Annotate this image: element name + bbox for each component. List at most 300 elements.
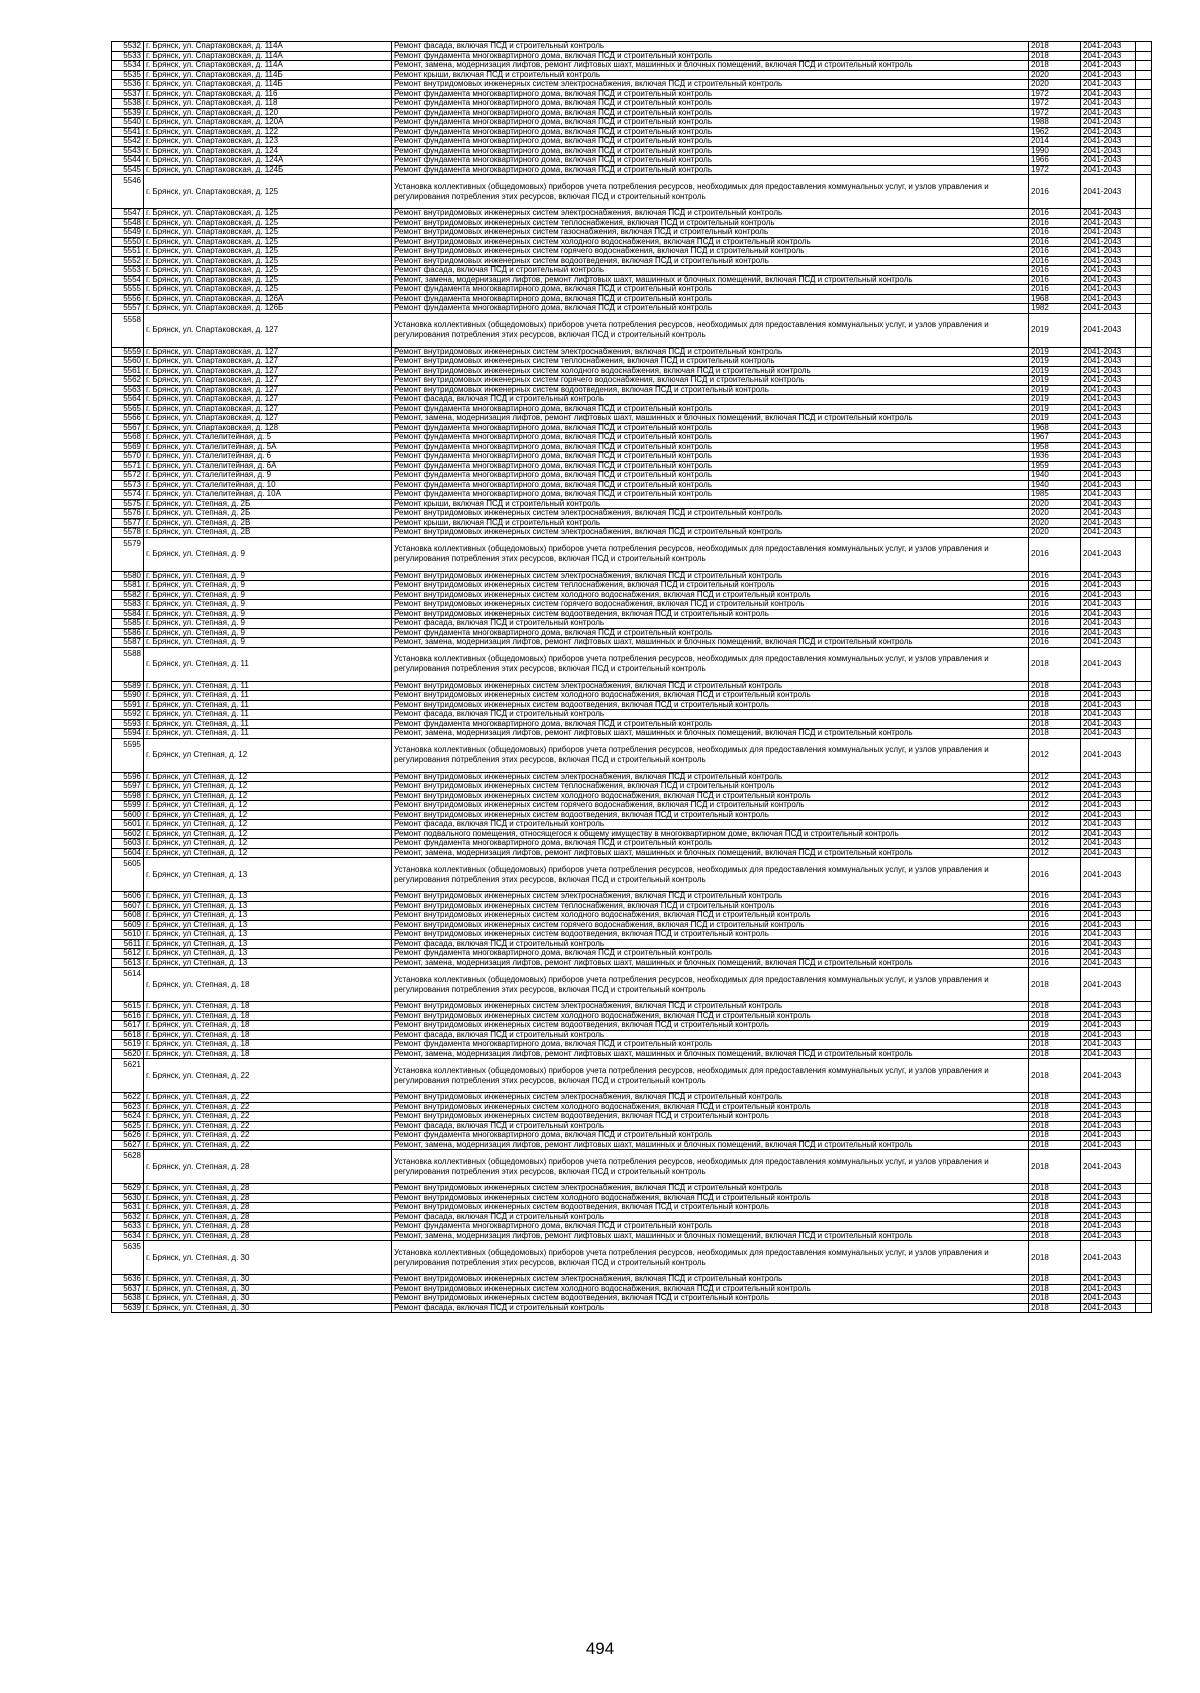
row-extra-cell [1136, 442, 1152, 452]
row-period: 2041-2043 [1081, 357, 1136, 367]
row-number: 5567 [112, 423, 144, 433]
row-address: г. Брянск, ул. Спартаковская, д. 125 [144, 218, 392, 228]
row-year: 1940 [1029, 471, 1081, 481]
row-number: 5583 [112, 600, 144, 610]
row-number: 5564 [112, 395, 144, 405]
row-extra-cell [1136, 275, 1152, 285]
row-address: г. Брянск, ул. Спартаковская, д. 114Б [144, 80, 392, 90]
table-row [112, 376, 1152, 386]
table-row [112, 700, 1152, 710]
row-extra-cell [1136, 165, 1152, 175]
table-row [112, 127, 1152, 137]
row-address: г. Брянск, ул. Степная, д. 18 [144, 1002, 392, 1012]
row-address: г. Брянск, ул. Степная, д. 28 [144, 1193, 392, 1203]
row-extra-cell [1136, 1275, 1152, 1285]
row-work-type: Ремонт внутридомовых инженерных систем электроснабжения, включая ПСД и строительный контроль [392, 892, 1029, 902]
row-address: г. Брянск, ул. Степная, д. 18 [144, 1030, 392, 1040]
row-year: 2012 [1029, 772, 1081, 782]
row-address: г. Брянск, ул. Степная, д. 28 [144, 1203, 392, 1213]
row-period: 2041-2043 [1081, 146, 1136, 156]
table-row [112, 710, 1152, 720]
table-row [112, 1121, 1152, 1131]
row-work-type: Ремонт, замена, модернизация лифтов, ремонт лифтовых шахт, машинных и блочных помещений, включая ПСД и строительный контроль [392, 1231, 1029, 1241]
table-row [112, 1030, 1152, 1040]
row-period: 2041-2043 [1081, 939, 1136, 949]
row-work-type: Ремонт фундамента многоквартирного дома, включая ПСД и строительный контроль [392, 442, 1029, 452]
row-work-type: Ремонт внутридомовых инженерных систем водоотведения, включая ПСД и строительный контроль [392, 385, 1029, 395]
row-period: 2041-2043 [1081, 1203, 1136, 1213]
row-address: г. Брянск, ул. Спартаковская, д. 128 [144, 423, 392, 433]
table-row [112, 137, 1152, 147]
row-number: 5628 [112, 1150, 144, 1184]
row-address: г. Брянск, ул. Спартаковская, д. 123 [144, 137, 392, 147]
row-work-type: Ремонт фундамента многоквартирного дома, включая ПСД и строительный контроль [392, 628, 1029, 638]
row-work-type: Установка коллективных (общедомовых) приборов учета потребления ресурсов, необходимых для предоставления коммунальных услуг, и узлов управления и регулирования потребления этих ресурсов, включая ПСД и строительный контроль [392, 1059, 1029, 1093]
row-extra-cell [1136, 385, 1152, 395]
table-row [112, 1021, 1152, 1031]
row-number: 5568 [112, 433, 144, 443]
row-extra-cell [1136, 729, 1152, 739]
row-address: г. Брянск, ул. Степная, д. 22 [144, 1102, 392, 1112]
table-row [112, 266, 1152, 276]
row-year: 2019 [1029, 376, 1081, 386]
row-period: 2041-2043 [1081, 499, 1136, 509]
table-row [112, 395, 1152, 405]
row-address: г. Брянск, ул. Спартаковская, д. 125 [144, 285, 392, 295]
row-address: г. Брянск, ул Степная, д. 13 [144, 892, 392, 902]
row-extra-cell [1136, 1121, 1152, 1131]
row-extra-cell [1136, 376, 1152, 386]
table-body [112, 42, 1152, 1313]
row-address: г. Брянск, ул. Спартаковская, д. 126Б [144, 304, 392, 314]
row-work-type: Ремонт фундамента многоквартирного дома, включая ПСД и строительный контроль [392, 452, 1029, 462]
row-work-type: Ремонт, замена, модернизация лифтов, ремонт лифтовых шахт, машинных и блочных помещений, включая ПСД и строительный контроль [392, 1049, 1029, 1059]
row-number: 5533 [112, 51, 144, 61]
row-period: 2041-2043 [1081, 247, 1136, 257]
row-year: 2012 [1029, 829, 1081, 839]
table-row [112, 949, 1152, 959]
row-number: 5559 [112, 347, 144, 357]
row-address: г. Брянск, ул. Степная, д. 9 [144, 619, 392, 629]
row-address: г. Брянск, ул Степная, д. 13 [144, 939, 392, 949]
row-address: г. Брянск, ул. Степная, д. 9 [144, 571, 392, 581]
row-year: 2018 [1029, 51, 1081, 61]
row-period: 2041-2043 [1081, 839, 1136, 849]
table-row [112, 1093, 1152, 1103]
row-work-type: Установка коллективных (общедомовых) приборов учета потребления ресурсов, необходимых для предоставления коммунальных услуг, и узлов управления и регулирования потребления этих ресурсов, включая ПСД и строительный контроль [392, 647, 1029, 681]
row-year: 2018 [1029, 1193, 1081, 1203]
row-year: 2020 [1029, 528, 1081, 538]
row-period: 2041-2043 [1081, 1011, 1136, 1021]
row-period: 2041-2043 [1081, 1275, 1136, 1285]
table-row [112, 433, 1152, 443]
row-number: 5634 [112, 1231, 144, 1241]
row-year: 2018 [1029, 1241, 1081, 1275]
row-extra-cell [1136, 51, 1152, 61]
table-row [112, 537, 1152, 571]
row-work-type: Ремонт фундамента многоквартирного дома, включая ПСД и строительный контроль [392, 108, 1029, 118]
row-period: 2041-2043 [1081, 404, 1136, 414]
row-number: 5548 [112, 218, 144, 228]
row-number: 5639 [112, 1303, 144, 1313]
row-number: 5576 [112, 509, 144, 519]
row-extra-cell [1136, 1150, 1152, 1184]
table-row [112, 1284, 1152, 1294]
row-number: 5595 [112, 738, 144, 772]
row-work-type: Ремонт фундамента многоквартирного дома, включая ПСД и строительный контроль [392, 51, 1029, 61]
row-extra-cell [1136, 1222, 1152, 1232]
row-extra-cell [1136, 1093, 1152, 1103]
row-extra-cell [1136, 471, 1152, 481]
row-number: 5617 [112, 1021, 144, 1031]
row-extra-cell [1136, 480, 1152, 490]
table-row [112, 99, 1152, 109]
row-extra-cell [1136, 1241, 1152, 1275]
row-year: 2018 [1029, 1212, 1081, 1222]
row-work-type: Ремонт фундамента многоквартирного дома, включая ПСД и строительный контроль [392, 127, 1029, 137]
row-address: г. Брянск, ул. Сталелитейная, д. 5 [144, 433, 392, 443]
row-work-type: Ремонт внутридомовых инженерных систем холодного водоснабжения, включая ПСД и строительный контроль [392, 1102, 1029, 1112]
row-period: 2041-2043 [1081, 1184, 1136, 1194]
table-row [112, 1303, 1152, 1313]
row-address: г. Брянск, ул. Степная, д. 18 [144, 1040, 392, 1050]
row-number: 5534 [112, 61, 144, 71]
row-address: г. Брянск, ул. Спартаковская, д. 127 [144, 376, 392, 386]
row-period: 2041-2043 [1081, 1231, 1136, 1241]
row-address: г. Брянск, ул Степная, д. 13 [144, 920, 392, 930]
row-year: 2012 [1029, 782, 1081, 792]
row-work-type: Ремонт фундамента многоквартирного дома, включая ПСД и строительный контроль [392, 294, 1029, 304]
row-work-type: Ремонт фундамента многоквартирного дома, включая ПСД и строительный контроль [392, 480, 1029, 490]
row-period: 2041-2043 [1081, 61, 1136, 71]
row-address: г. Брянск, ул. Степная, д. 2Б [144, 499, 392, 509]
row-number: 5575 [112, 499, 144, 509]
row-address: г. Брянск, ул. Спартаковская, д. 127 [144, 414, 392, 424]
row-work-type: Ремонт внутридомовых инженерных систем электроснабжения, включая ПСД и строительный контроль [392, 347, 1029, 357]
table-row [112, 146, 1152, 156]
row-extra-cell [1136, 537, 1152, 571]
row-number: 5638 [112, 1294, 144, 1304]
row-extra-cell [1136, 772, 1152, 782]
row-work-type: Ремонт подвального помещения, относящегося к общему имуществу в многоквартирном доме, включая ПСД и строительный контроль [392, 829, 1029, 839]
row-address: г. Брянск, ул. Спартаковская, д. 124 [144, 146, 392, 156]
row-work-type: Ремонт фасада, включая ПСД и строительный контроль [392, 619, 1029, 629]
row-year: 2018 [1029, 1184, 1081, 1194]
row-work-type: Ремонт, замена, модернизация лифтов, ремонт лифтовых шахт, машинных и блочных помещений, включая ПСД и строительный контроль [392, 61, 1029, 71]
row-year: 2019 [1029, 1021, 1081, 1031]
row-period: 2041-2043 [1081, 108, 1136, 118]
row-number: 5546 [112, 175, 144, 209]
row-number: 5602 [112, 829, 144, 839]
row-year: 2012 [1029, 820, 1081, 830]
row-address: г. Брянск, ул. Спартаковская, д. 124Б [144, 165, 392, 175]
row-address: г. Брянск, ул. Степная, д. 30 [144, 1303, 392, 1313]
row-number: 5632 [112, 1212, 144, 1222]
table-row [112, 347, 1152, 357]
row-extra-cell [1136, 700, 1152, 710]
row-year: 2018 [1029, 681, 1081, 691]
row-extra-cell [1136, 858, 1152, 892]
row-period: 2041-2043 [1081, 1021, 1136, 1031]
row-address: г. Брянск, ул. Степная, д. 2Б [144, 509, 392, 519]
row-year: 2018 [1029, 1093, 1081, 1103]
row-year: 2018 [1029, 1140, 1081, 1150]
table-row [112, 1140, 1152, 1150]
row-year: 2018 [1029, 1030, 1081, 1040]
row-year: 2016 [1029, 638, 1081, 648]
row-year: 1968 [1029, 294, 1081, 304]
row-number: 5633 [112, 1222, 144, 1232]
row-address: г. Брянск, ул. Степная, д. 18 [144, 1049, 392, 1059]
row-year: 2016 [1029, 911, 1081, 921]
row-period: 2041-2043 [1081, 638, 1136, 648]
row-period: 2041-2043 [1081, 1303, 1136, 1313]
row-period: 2041-2043 [1081, 949, 1136, 959]
row-extra-cell [1136, 218, 1152, 228]
row-year: 2016 [1029, 949, 1081, 959]
row-extra-cell [1136, 294, 1152, 304]
row-period: 2041-2043 [1081, 313, 1136, 347]
row-year: 2018 [1029, 1040, 1081, 1050]
row-number: 5555 [112, 285, 144, 295]
row-period: 2041-2043 [1081, 1140, 1136, 1150]
table-row [112, 1241, 1152, 1275]
row-year: 2018 [1029, 1231, 1081, 1241]
table-row [112, 901, 1152, 911]
row-address: г. Брянск, ул. Степная, д. 11 [144, 710, 392, 720]
row-year: 1962 [1029, 127, 1081, 137]
row-work-type: Ремонт фундамента многоквартирного дома, включая ПСД и строительный контроль [392, 719, 1029, 729]
row-year: 2018 [1029, 1049, 1081, 1059]
row-period: 2041-2043 [1081, 165, 1136, 175]
table-row [112, 294, 1152, 304]
table-row [112, 1203, 1152, 1213]
row-extra-cell [1136, 247, 1152, 257]
row-year: 2016 [1029, 581, 1081, 591]
row-extra-cell [1136, 518, 1152, 528]
row-number: 5606 [112, 892, 144, 902]
row-extra-cell [1136, 127, 1152, 137]
row-work-type: Ремонт фасада, включая ПСД и строительный контроль [392, 1212, 1029, 1222]
row-extra-cell [1136, 61, 1152, 71]
row-period: 2041-2043 [1081, 710, 1136, 720]
row-period: 2041-2043 [1081, 471, 1136, 481]
row-work-type: Ремонт внутридомовых инженерных систем теплоснабжения, включая ПСД и строительный контроль [392, 901, 1029, 911]
row-extra-cell [1136, 1284, 1152, 1294]
row-year: 2012 [1029, 810, 1081, 820]
table-row [112, 1231, 1152, 1241]
row-work-type: Ремонт крыши, включая ПСД и строительный контроль [392, 499, 1029, 509]
row-period: 2041-2043 [1081, 920, 1136, 930]
row-address: г. Брянск, ул. Сталелитейная, д. 6А [144, 461, 392, 471]
row-address: г. Брянск, ул. Степная, д. 22 [144, 1093, 392, 1103]
table-row [112, 247, 1152, 257]
row-period: 2041-2043 [1081, 376, 1136, 386]
table-row [112, 480, 1152, 490]
table-row [112, 581, 1152, 591]
row-address: г. Брянск, ул. Спартаковская, д. 125 [144, 275, 392, 285]
row-address: г. Брянск, ул Степная, д. 12 [144, 829, 392, 839]
row-period: 2041-2043 [1081, 1294, 1136, 1304]
row-number: 5541 [112, 127, 144, 137]
row-number: 5549 [112, 228, 144, 238]
row-number: 5565 [112, 404, 144, 414]
row-work-type: Ремонт, замена, модернизация лифтов, ремонт лифтовых шахт, машинных и блочных помещений, включая ПСД и строительный контроль [392, 958, 1029, 968]
row-number: 5599 [112, 801, 144, 811]
row-period: 2041-2043 [1081, 1002, 1136, 1012]
row-work-type: Ремонт внутридомовых инженерных систем теплоснабжения, включая ПСД и строительный контроль [392, 357, 1029, 367]
row-work-type: Ремонт внутридомовых инженерных систем горячего водоснабжения, включая ПСД и строительный контроль [392, 600, 1029, 610]
row-address: г. Брянск, ул. Спартаковская, д. 126А [144, 294, 392, 304]
row-address: г. Брянск, ул. Степная, д. 9 [144, 581, 392, 591]
row-period: 2041-2043 [1081, 1112, 1136, 1122]
row-number: 5614 [112, 968, 144, 1002]
row-number: 5593 [112, 719, 144, 729]
row-work-type: Установка коллективных (общедомовых) приборов учета потребления ресурсов, необходимых для предоставления коммунальных услуг, и узлов управления и регулирования потребления этих ресурсов, включая ПСД и строительный контроль [392, 175, 1029, 209]
row-address: г. Брянск, ул. Спартаковская, д. 125 [144, 256, 392, 266]
row-extra-cell [1136, 461, 1152, 471]
row-number: 5552 [112, 256, 144, 266]
row-period: 2041-2043 [1081, 209, 1136, 219]
row-address: г. Брянск, ул. Степная, д. 9 [144, 590, 392, 600]
row-number: 5631 [112, 1203, 144, 1213]
table-row [112, 829, 1152, 839]
row-work-type: Ремонт фундамента многоквартирного дома, включая ПСД и строительный контроль [392, 156, 1029, 166]
row-extra-cell [1136, 237, 1152, 247]
row-work-type: Ремонт внутридомовых инженерных систем электроснабжения, включая ПСД и строительный контроль [392, 209, 1029, 219]
row-number: 5586 [112, 628, 144, 638]
table-row [112, 471, 1152, 481]
row-year: 2016 [1029, 590, 1081, 600]
row-number: 5637 [112, 1284, 144, 1294]
row-number: 5561 [112, 366, 144, 376]
row-extra-cell [1136, 949, 1152, 959]
row-work-type: Ремонт фасада, включая ПСД и строительный контроль [392, 820, 1029, 830]
row-period: 2041-2043 [1081, 609, 1136, 619]
row-period: 2041-2043 [1081, 581, 1136, 591]
row-work-type: Ремонт внутридомовых инженерных систем электроснабжения, включая ПСД и строительный контроль [392, 1002, 1029, 1012]
row-year: 2016 [1029, 958, 1081, 968]
row-number: 5610 [112, 930, 144, 940]
row-work-type: Ремонт внутридомовых инженерных систем электроснабжения, включая ПСД и строительный контроль [392, 509, 1029, 519]
row-year: 2019 [1029, 385, 1081, 395]
row-number: 5612 [112, 949, 144, 959]
row-number: 5619 [112, 1040, 144, 1050]
table-row [112, 628, 1152, 638]
row-period: 2041-2043 [1081, 89, 1136, 99]
row-extra-cell [1136, 1140, 1152, 1150]
row-address: г. Брянск, ул. Степная, д. 30 [144, 1294, 392, 1304]
table-row [112, 42, 1152, 52]
row-period: 2041-2043 [1081, 958, 1136, 968]
row-period: 2041-2043 [1081, 820, 1136, 830]
row-extra-cell [1136, 1102, 1152, 1112]
row-year: 2018 [1029, 1203, 1081, 1213]
row-address: г. Брянск, ул. Спартаковская, д. 127 [144, 357, 392, 367]
table-row [112, 385, 1152, 395]
row-work-type: Ремонт внутридомовых инженерных систем холодного водоснабжения, включая ПСД и строительный контроль [392, 237, 1029, 247]
row-work-type: Ремонт, замена, модернизация лифтов, ремонт лифтовых шахт, машинных и блочных помещений, включая ПСД и строительный контроль [392, 414, 1029, 424]
row-work-type: Ремонт, замена, модернизация лифтов, ремонт лифтовых шахт, машинных и блочных помещений, включая ПСД и строительный контроль [392, 729, 1029, 739]
row-extra-cell [1136, 839, 1152, 849]
row-work-type: Ремонт внутридомовых инженерных систем электроснабжения, включая ПСД и строительный контроль [392, 571, 1029, 581]
row-year: 2016 [1029, 609, 1081, 619]
row-number: 5616 [112, 1011, 144, 1021]
row-year: 2016 [1029, 228, 1081, 238]
row-period: 2041-2043 [1081, 156, 1136, 166]
row-address: г. Брянск, ул. Степная, д. 30 [144, 1284, 392, 1294]
table-row [112, 209, 1152, 219]
row-year: 2018 [1029, 1002, 1081, 1012]
row-extra-cell [1136, 414, 1152, 424]
row-extra-cell [1136, 939, 1152, 949]
row-extra-cell [1136, 1002, 1152, 1012]
row-number: 5596 [112, 772, 144, 782]
row-period: 2041-2043 [1081, 218, 1136, 228]
row-year: 2019 [1029, 395, 1081, 405]
row-extra-cell [1136, 1112, 1152, 1122]
row-period: 2041-2043 [1081, 528, 1136, 538]
table-row [112, 801, 1152, 811]
row-work-type: Ремонт внутридомовых инженерных систем холодного водоснабжения, включая ПСД и строительный контроль [392, 1011, 1029, 1021]
table-row [112, 1150, 1152, 1184]
row-address: г. Брянск, ул. Степная, д. 28 [144, 1184, 392, 1194]
row-number: 5572 [112, 471, 144, 481]
row-extra-cell [1136, 490, 1152, 500]
row-number: 5587 [112, 638, 144, 648]
row-number: 5553 [112, 266, 144, 276]
row-work-type: Ремонт внутридомовых инженерных систем водоотведения, включая ПСД и строительный контроль [392, 1021, 1029, 1031]
row-work-type: Ремонт внутридомовых инженерных систем электроснабжения, включая ПСД и строительный контроль [392, 1093, 1029, 1103]
row-period: 2041-2043 [1081, 1131, 1136, 1141]
row-extra-cell [1136, 1193, 1152, 1203]
row-number: 5621 [112, 1059, 144, 1093]
row-year: 2018 [1029, 700, 1081, 710]
row-period: 2041-2043 [1081, 175, 1136, 209]
row-address: г. Брянск, ул. Степная, д. 11 [144, 647, 392, 681]
row-work-type: Ремонт внутридомовых инженерных систем электроснабжения, включая ПСД и строительный контроль [392, 772, 1029, 782]
row-address: г. Брянск, ул. Спартаковская, д. 127 [144, 395, 392, 405]
row-year: 2019 [1029, 366, 1081, 376]
row-number: 5627 [112, 1140, 144, 1150]
row-work-type: Установка коллективных (общедомовых) приборов учета потребления ресурсов, необходимых для предоставления коммунальных услуг, и узлов управления и регулирования потребления этих ресурсов, включая ПСД и строительный контроль [392, 1241, 1029, 1275]
table-row [112, 1275, 1152, 1285]
row-number: 5592 [112, 710, 144, 720]
row-extra-cell [1136, 404, 1152, 414]
row-number: 5562 [112, 376, 144, 386]
row-work-type: Ремонт внутридомовых инженерных систем холодного водоснабжения, включая ПСД и строительный контроль [392, 691, 1029, 701]
row-year: 2018 [1029, 1131, 1081, 1141]
table-row [112, 782, 1152, 792]
row-number: 5542 [112, 137, 144, 147]
table-row [112, 156, 1152, 166]
row-work-type: Ремонт внутридомовых инженерных систем холодного водоснабжения, включая ПСД и строительный контроль [392, 1193, 1029, 1203]
row-period: 2041-2043 [1081, 366, 1136, 376]
row-period: 2041-2043 [1081, 738, 1136, 772]
row-work-type: Ремонт крыши, включая ПСД и строительный контроль [392, 70, 1029, 80]
row-year: 1972 [1029, 165, 1081, 175]
row-year: 2018 [1029, 42, 1081, 52]
row-extra-cell [1136, 628, 1152, 638]
row-period: 2041-2043 [1081, 275, 1136, 285]
row-number: 5607 [112, 901, 144, 911]
row-year: 2019 [1029, 357, 1081, 367]
row-number: 5578 [112, 528, 144, 538]
row-number: 5570 [112, 452, 144, 462]
row-address: г. Брянск, ул. Спартаковская, д. 125 [144, 228, 392, 238]
row-period: 2041-2043 [1081, 228, 1136, 238]
table-row [112, 51, 1152, 61]
